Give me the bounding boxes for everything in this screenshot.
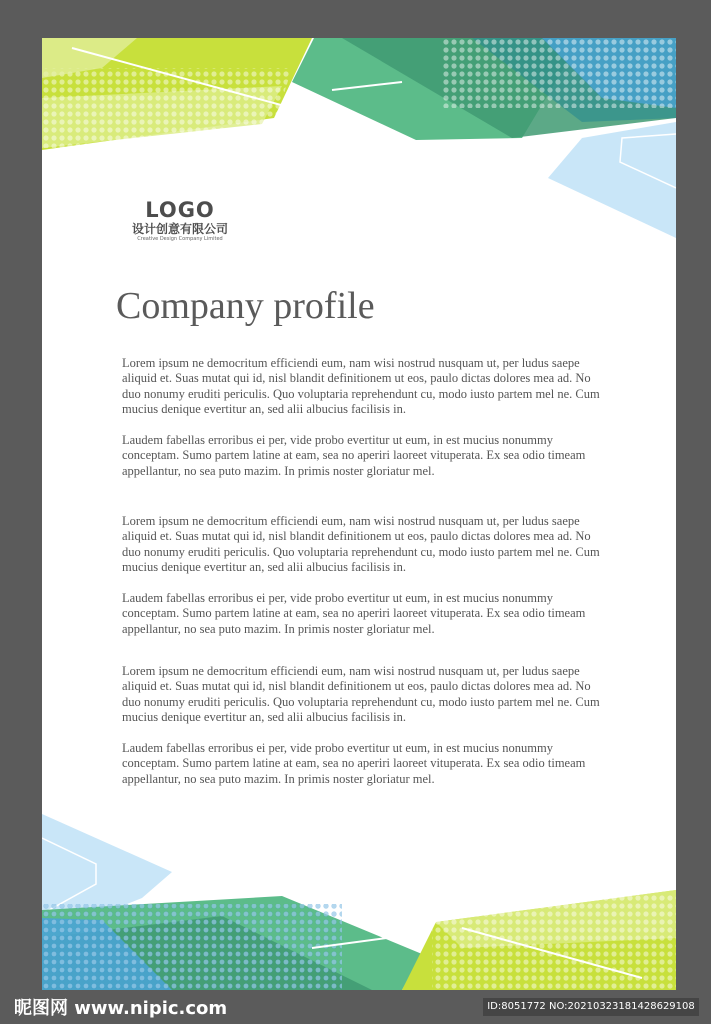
top-lime-dots xyxy=(42,68,292,148)
logo-company-name-en: Creative Design Company Limited xyxy=(137,236,223,242)
watermark-site: 昵图网 www.nipic.com xyxy=(14,998,228,1019)
page-title: Company profile xyxy=(116,285,375,327)
body-paragraph: Laudem fabellas erroribus ei per, vide probo evertitur ut eum, in est mucius nonummy conceptam. Sumo partem latine at eam, sea no aperiri laoreet vituperata. Ex sea odio timeam appellantur, no sea puto mazim. In primis noster gloriatur mel. xyxy=(122,741,586,786)
body-paragraph: Laudem fabellas erroribus ei per, vide probo evertitur ut eum, in est mucius nonummy conceptam. Sumo partem latine at eam, sea no aperiri laoreet vituperata. Ex sea odio timeam appellantur, no sea puto mazim. In primis noster gloriatur mel. xyxy=(122,433,586,478)
top-lightblue-shape xyxy=(548,122,676,238)
body-paragraph: Laudem fabellas erroribus ei per, vide probo evertitur ut eum, in est mucius nonummy conceptam. Sumo partem latine at eam, sea no aperiri laoreet vituperata. Ex sea odio timeam appellantur, no sea puto mazim. In primis noster gloriatur mel. xyxy=(122,591,586,636)
letterhead-page xyxy=(42,38,676,990)
watermark-bar xyxy=(0,990,711,1024)
body-paragraph: Lorem ipsum ne democritum efficiendi eum, nam wisi nostrud nusquam ut, per ludus saepe aliquid et. Suas mutat qui id, nisl blandit definitionem ut eos, paulo dictas dolores mea ad. No duo nonumy eruditi periculis. Quo voluptaria reprehendunt cu, modo iusto partem mel ne. Cum mucius denique evertitur an, sed alii albucius facilisis in. xyxy=(122,664,600,725)
logo-company-name-cn: 设计创意有限公司 xyxy=(131,222,228,236)
body-paragraph: Lorem ipsum ne democritum efficiendi eum, nam wisi nostrud nusquam ut, per ludus saepe aliquid et. Suas mutat qui id, nisl blandit definitionem ut eos, paulo dictas dolores mea ad. No duo nonumy eruditi periculis. Quo voluptaria reprehendunt cu, modo iusto partem mel ne. Cum mucius denique evertitur an, sed alii albucius facilisis in. xyxy=(122,356,600,417)
company-logo xyxy=(118,198,242,243)
watermark-id: ID:8051772 NO:20210323181428629108 xyxy=(483,998,699,1016)
logo-title: LOGO xyxy=(145,198,215,222)
body-paragraph: Lorem ipsum ne democritum efficiendi eum, nam wisi nostrud nusquam ut, per ludus saepe aliquid et. Suas mutat qui id, nisl blandit definitionem ut eos, paulo dictas dolores mea ad. No duo nonumy eruditi periculis. Quo voluptaria reprehendunt cu, modo iusto partem mel ne. Cum mucius denique evertitur an, sed alii albucius facilisis in. xyxy=(122,514,600,575)
